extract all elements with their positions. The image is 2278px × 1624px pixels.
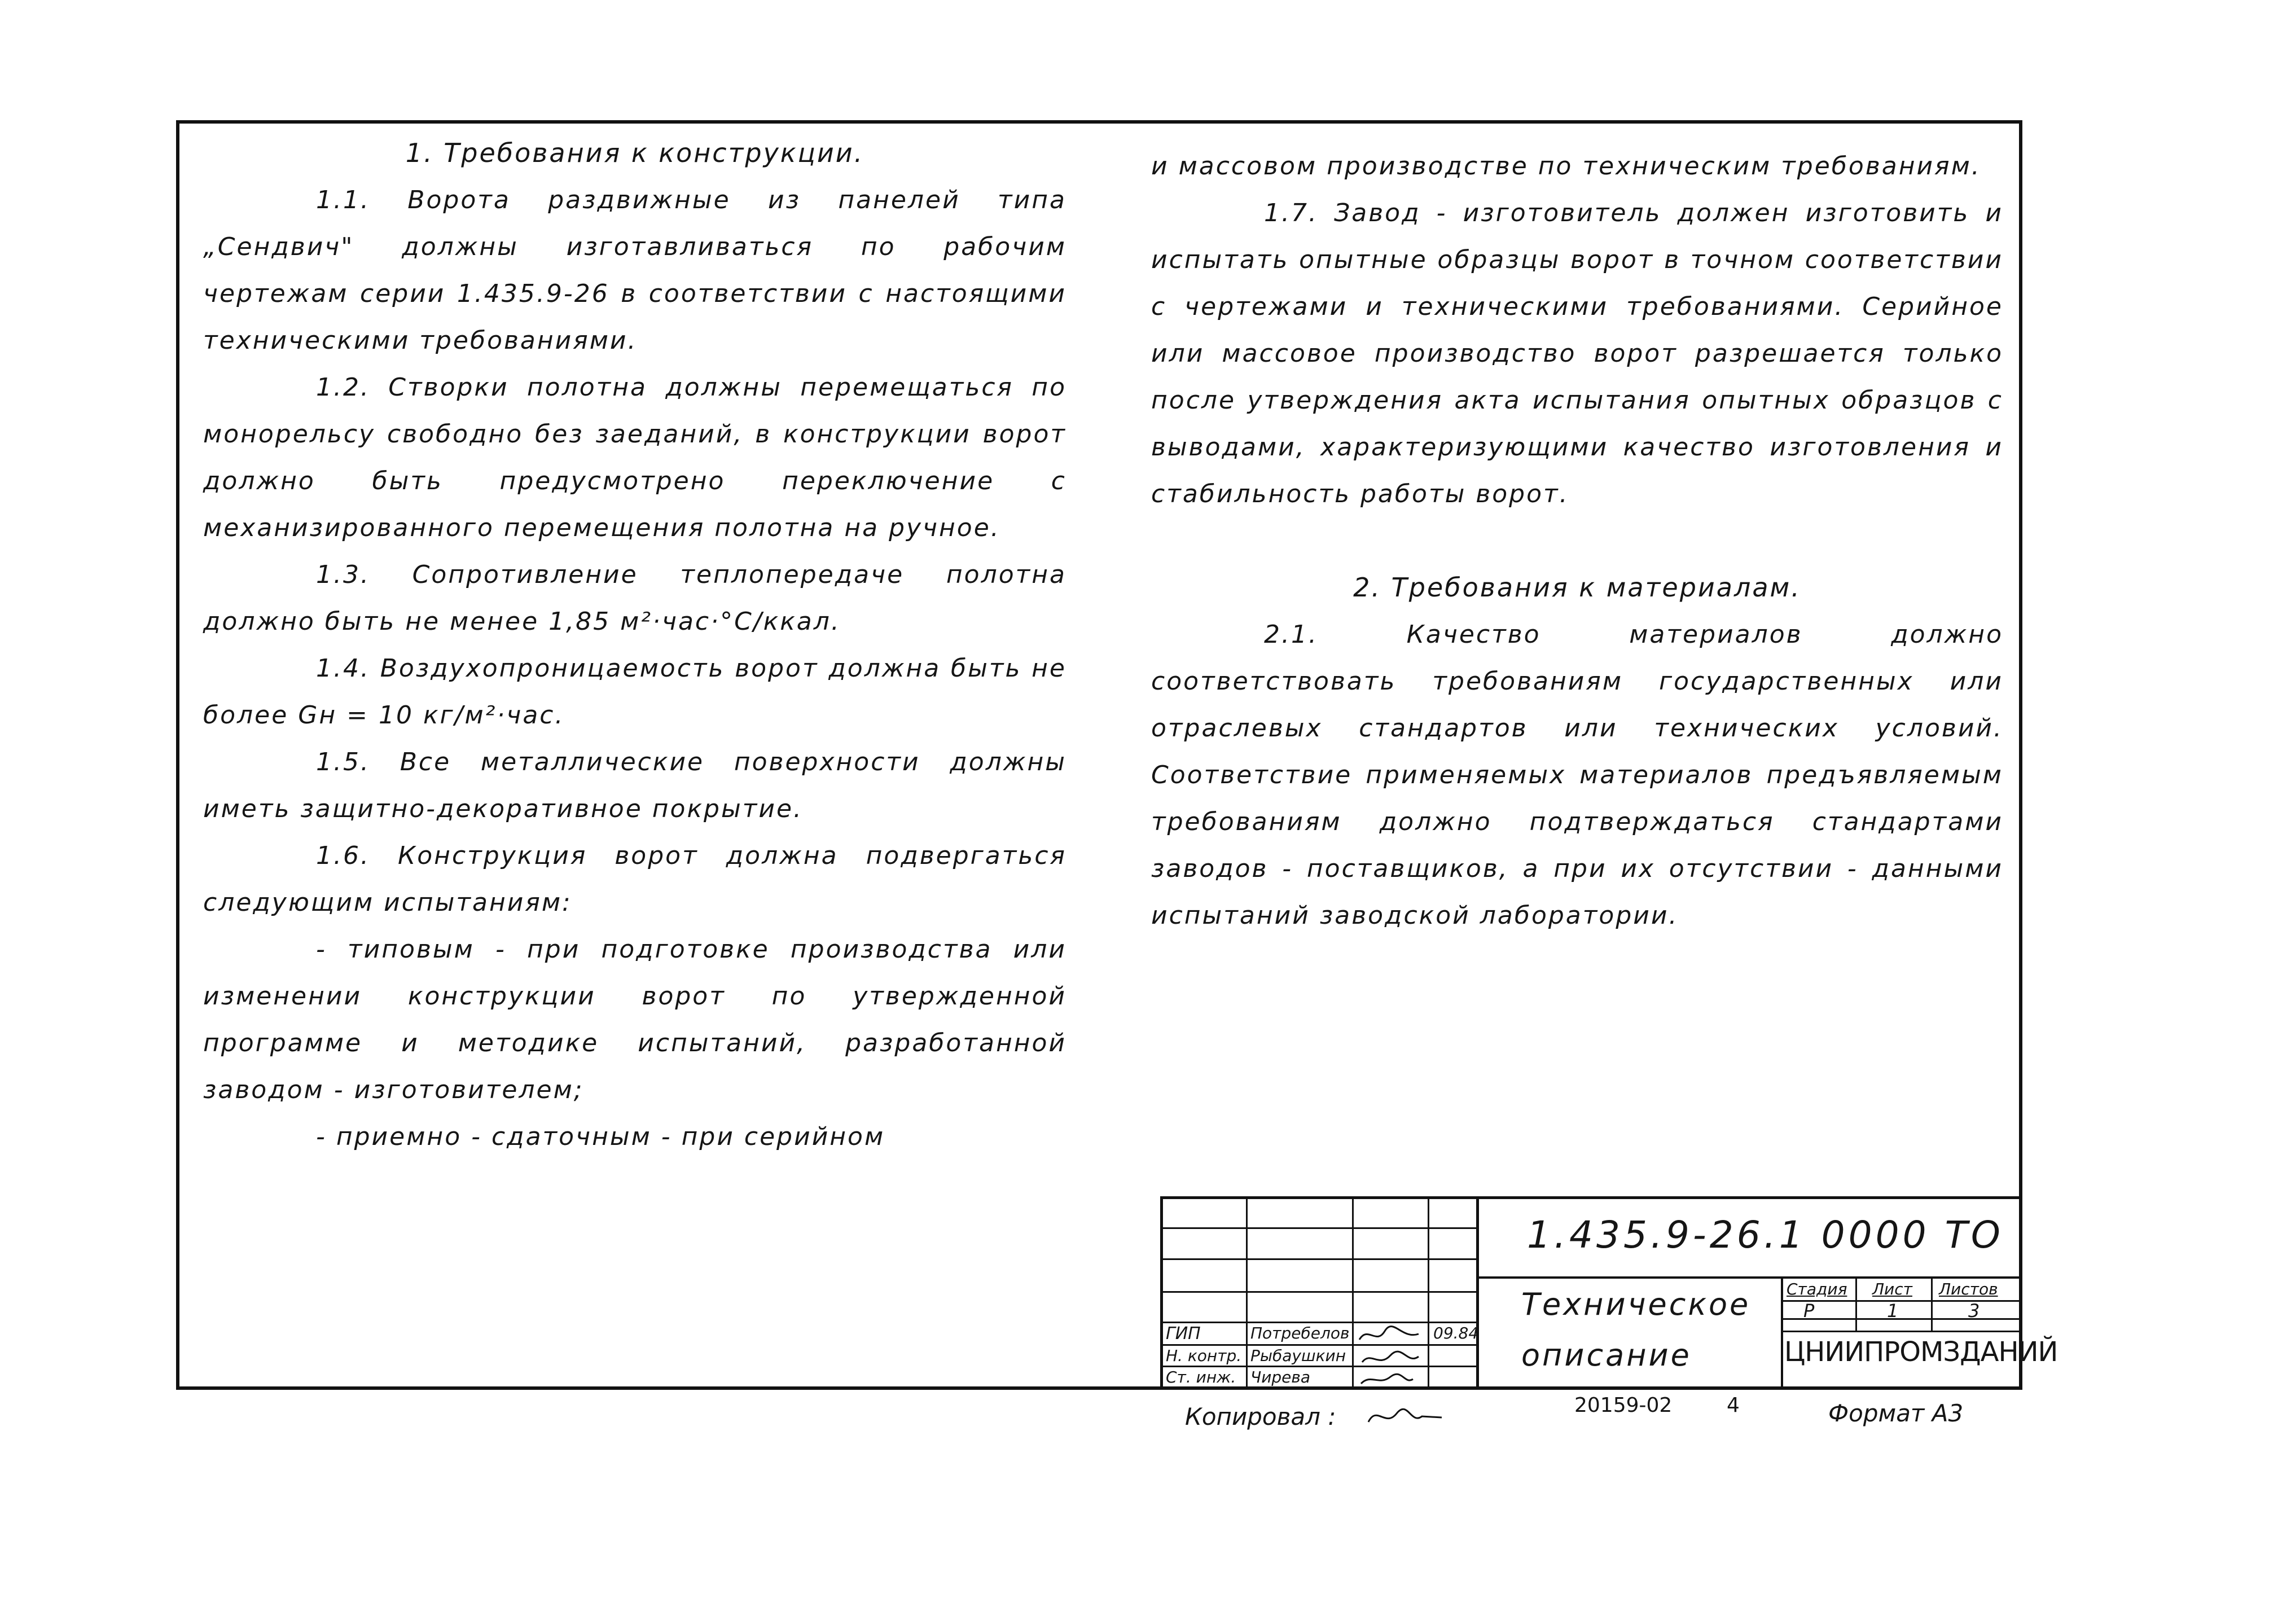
item-1-5: 1.5. Все металлические поверхности должны иметь защитно-декоративное покрытие.	[203, 748, 1066, 823]
stage-value: Р	[1803, 1300, 1815, 1322]
section-2-heading: 2. Требования к материалам.	[1353, 572, 1801, 603]
test-type-acceptance: - приемно - сдаточным - при серийном	[316, 1122, 885, 1151]
sheet-value: 1	[1887, 1300, 1899, 1322]
item-1-3: 1.3. Сопротивление теплопередаче полотна должно быть не менее 1,85 м²·час·°С/ккал.	[203, 560, 1066, 636]
copied-label: Копировал :	[1185, 1403, 1336, 1430]
signatures	[1357, 1323, 1424, 1389]
test-type-typical: - типовым - при подготовке производства или изменении конструкции ворот по утвержденной программе и методике испытаний, разработанной заводом - изготовителем;	[203, 935, 1066, 1104]
item-1-7: 1.7. Завод - изготовитель должен изготовить и испытать опытные образцы ворот в точном соответствии с чертежами и техническими требованиями. Серийное или массовое производство ворот разрешается только после утверждения акта испытания опытных образцов с выводами, характеризующими качество изготовления и стабильность работы ворот.	[1151, 199, 2003, 508]
title-block	[1160, 1196, 2058, 1390]
sheet-label: Лист	[1872, 1280, 1912, 1298]
sheets-label: Листов	[1939, 1280, 1998, 1298]
sheets-value: 3	[1968, 1300, 1980, 1322]
continuation-text: и массовом производстве по техническим требованиям.	[1151, 152, 1981, 181]
doc-title-line2: описание	[1521, 1337, 1692, 1373]
right-column	[1151, 143, 2003, 939]
item-1-6: 1.6. Конструкция ворот должна подвергаться следующим испытаниям:	[203, 841, 1066, 917]
page-number: 4	[1727, 1394, 1740, 1417]
item-1-1: 1.1. Ворота раздвижные из панелей типа „Сендвич" должны изготавливаться по рабочим чертежам серии 1.435.9-26 в соответствии с настоящими техническими требованиями.	[203, 186, 1066, 355]
organization: ЦНИИПРОМЗДАНИЙ	[1784, 1336, 2058, 1368]
designation: 1.435.9-26.1 0000 ТО	[1527, 1213, 2004, 1257]
item-2-1: 2.1. Качество материалов должно соответствовать требованиям государственных или отраслевых стандартов или технических условий. Соответствие применяемых материалов предъявляемым требованиям должно подтверждаться стандартами заводов - поставщиков, а при их отсутствии - данными испытаний заводской лаборатории.	[1151, 620, 2003, 930]
role-gip: ГИП	[1166, 1324, 1201, 1344]
sheet-format: Формат А3	[1828, 1399, 1964, 1427]
role-n-kontr: Н. контр.	[1166, 1346, 1242, 1365]
name-2: Рыбаушкин	[1250, 1346, 1346, 1365]
date-value: 09.84	[1433, 1324, 1479, 1342]
archive-code: 20159-02	[1574, 1394, 1673, 1417]
stage-label: Стадия	[1787, 1280, 1847, 1298]
item-1-2: 1.2. Створки полотна должны перемещаться по монорельсу свободно без заеданий, в конструкции ворот должно быть предусмотрено переключение с механизированного перемещения полотна на ручное.	[203, 373, 1066, 542]
name-3: Чирева	[1250, 1368, 1311, 1386]
copier-signature	[1366, 1399, 1445, 1433]
item-1-4: 1.4. Воздухопроницаемость ворот должна быть не более Gн = 10 кг/м²·час.	[203, 654, 1066, 730]
role-st-inzh: Ст. инж.	[1166, 1368, 1236, 1386]
left-column	[203, 130, 1066, 1160]
name-1: Потребелов	[1250, 1324, 1350, 1342]
section-1-heading: 1. Требования к конструкции.	[405, 138, 864, 168]
doc-title-line1: Техническое	[1521, 1287, 1751, 1322]
